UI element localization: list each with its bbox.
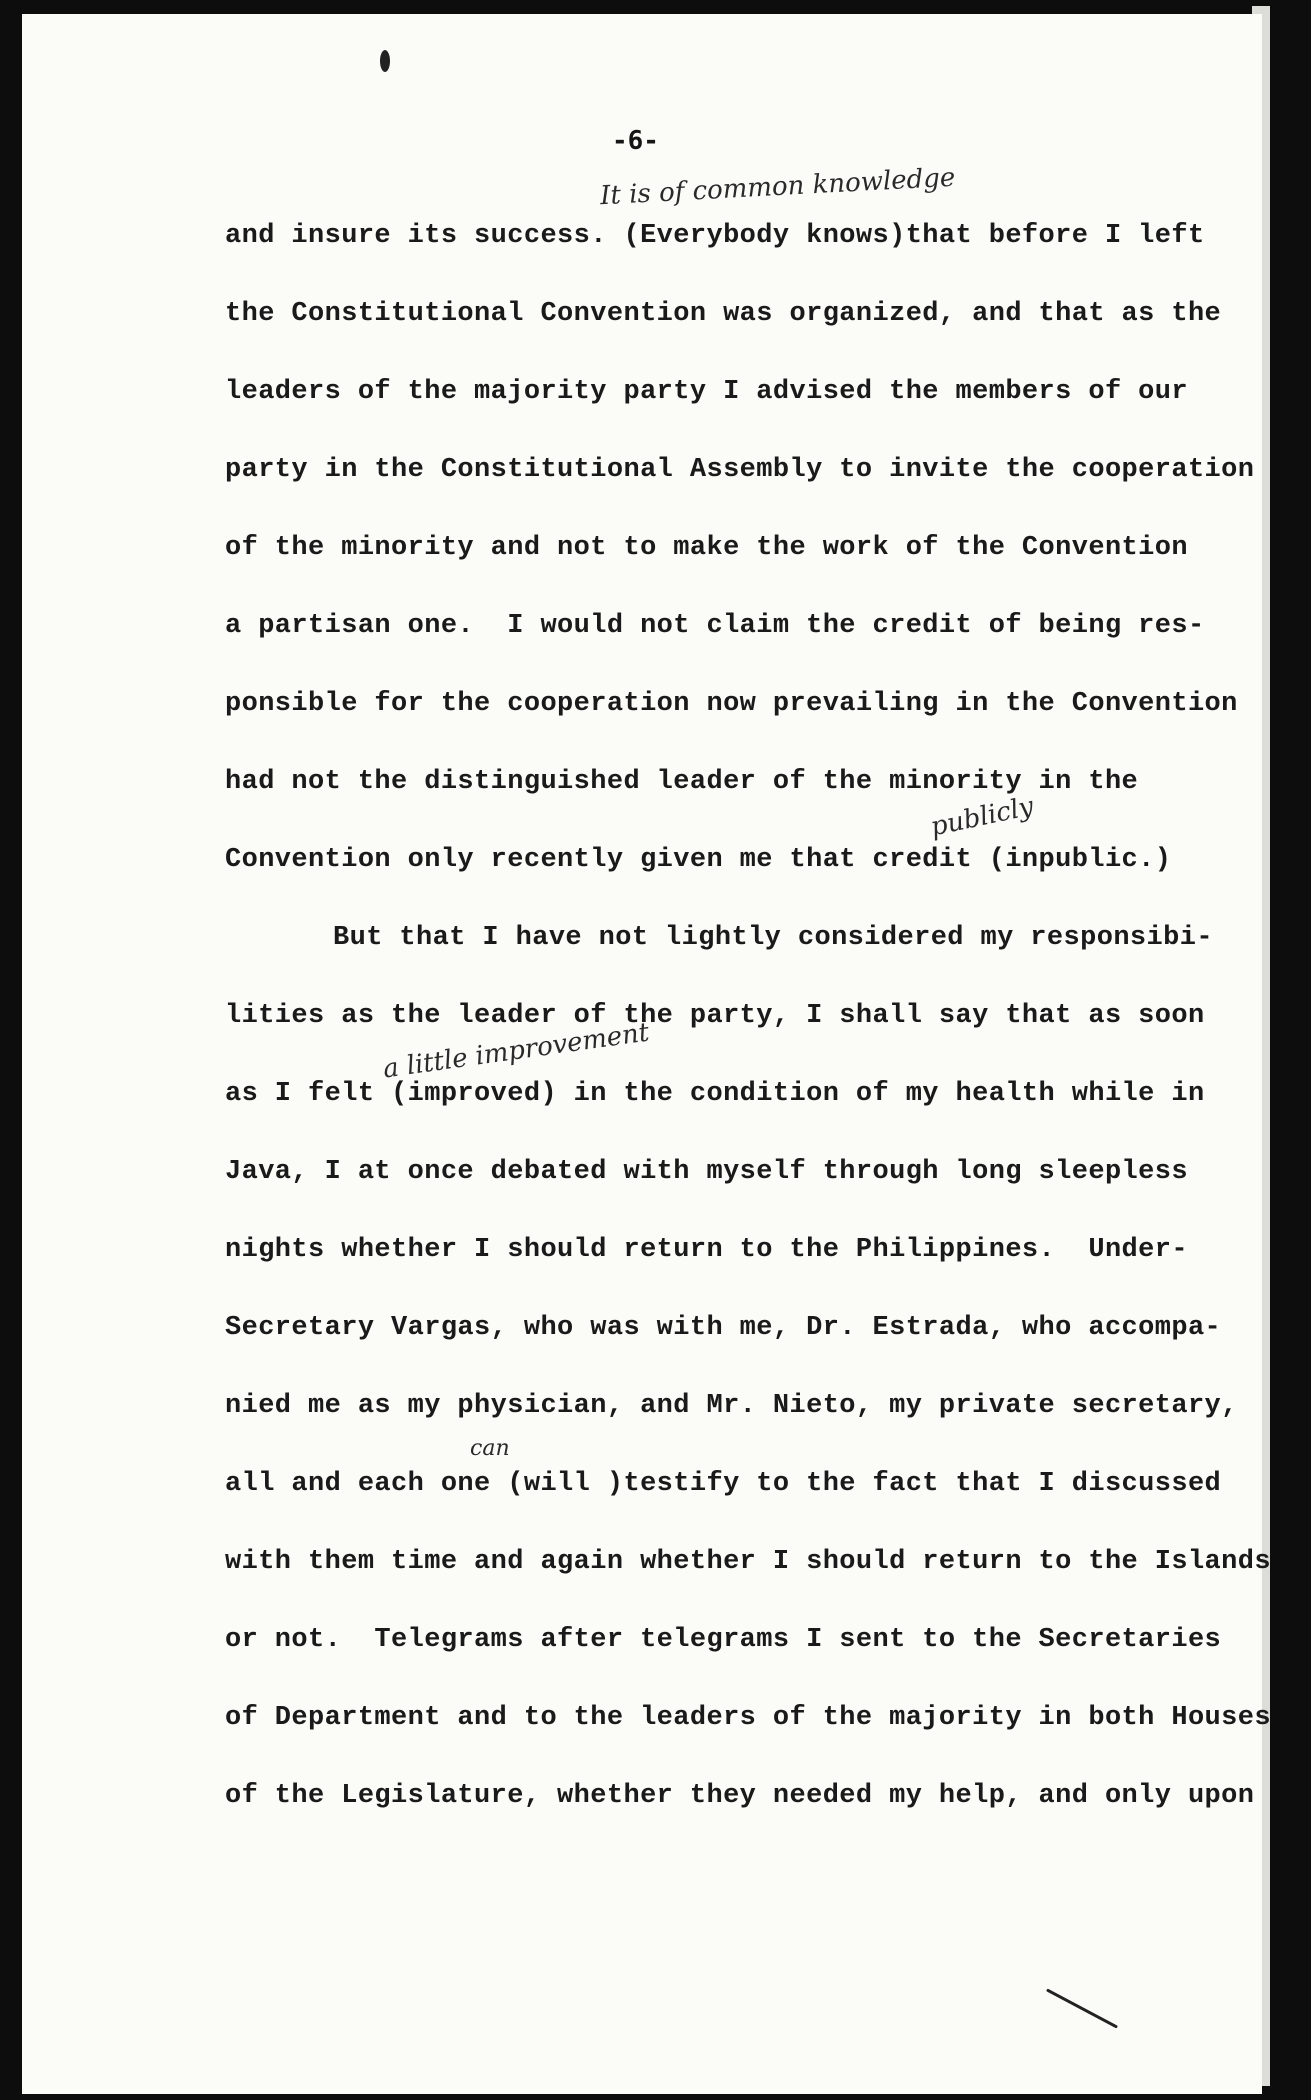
- text-line: ponsible for the cooperation now prevailing in the Convention: [225, 689, 1238, 719]
- ink-blot: [380, 50, 390, 72]
- handwritten-annotation: publicly: [928, 791, 1037, 843]
- handwritten-annotation: It is of common knowledge: [599, 162, 956, 212]
- text-line: Java, I at once debated with myself through long sleepless: [225, 1157, 1188, 1187]
- text-line: Convention only recently given me that credit (inpublic.): [225, 845, 1172, 875]
- text-line: a partisan one. I would not claim the credit of being res-: [225, 611, 1205, 641]
- text-line: of Department and to the leaders of the majority in both Houses: [225, 1703, 1271, 1733]
- text-line: lities as the leader of the party, I shall say that as soon: [225, 1001, 1205, 1031]
- text-line: Secretary Vargas, who was with me, Dr. Estrada, who accompa-: [225, 1313, 1222, 1343]
- text-line: nied me as my physician, and Mr. Nieto, my private secretary,: [225, 1391, 1238, 1421]
- page-number: -6-: [612, 126, 659, 156]
- document-page: [22, 14, 1271, 2094]
- text-line: with them time and again whether I should return to the Islands: [225, 1547, 1271, 1577]
- text-line-paragraph-start: But that I have not lightly considered my responsibi-: [333, 923, 1213, 953]
- text-line: as I felt (improved) in the condition of my health while in: [225, 1079, 1205, 1109]
- text-line: the Constitutional Convention was organized, and that as the: [225, 299, 1222, 329]
- text-line: nights whether I should return to the Philippines. Under-: [225, 1235, 1188, 1265]
- text-line: of the minority and not to make the work of the Convention: [225, 533, 1188, 563]
- text-line: leaders of the majority party I advised the members of our: [225, 377, 1188, 407]
- handwritten-annotation: a little improvement: [381, 1017, 652, 1085]
- text-line: party in the Constitutional Assembly to invite the cooperation: [225, 455, 1255, 485]
- text-line: and insure its success. (Everybody knows)that before I left: [225, 221, 1205, 251]
- pen-stroke: [1046, 1988, 1118, 2028]
- text-line: all and each one (will )testify to the fact that I discussed: [225, 1469, 1222, 1499]
- text-line: or not. Telegrams after telegrams I sent to the Secretaries: [225, 1625, 1222, 1655]
- text-line: of the Legislature, whether they needed my help, and only upon: [225, 1781, 1255, 1811]
- text-line: had not the distinguished leader of the minority in the: [225, 767, 1139, 797]
- handwritten-annotation: can: [470, 1436, 510, 1461]
